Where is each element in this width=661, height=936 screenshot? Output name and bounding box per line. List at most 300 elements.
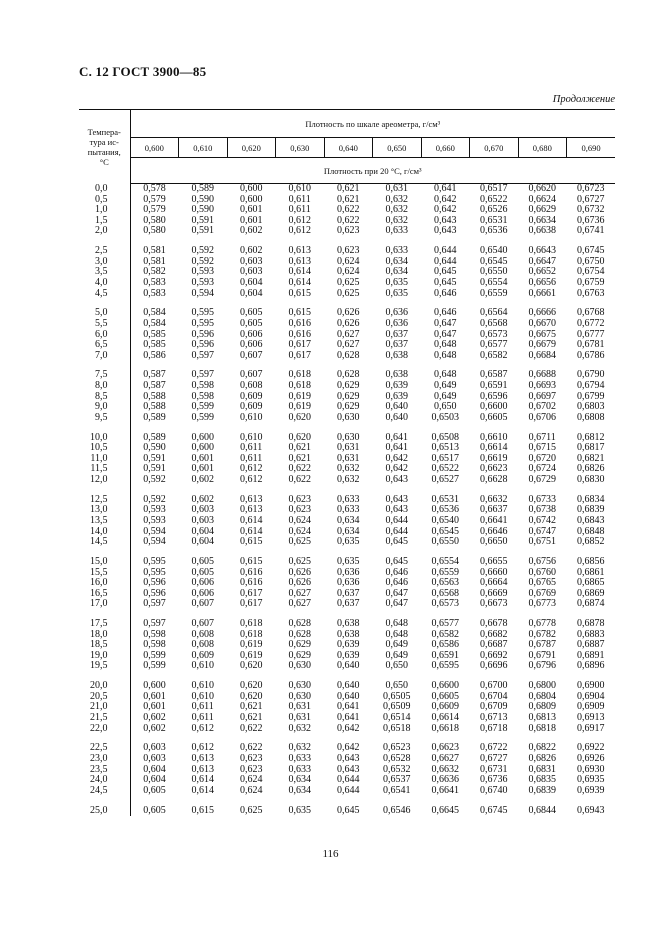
temperature-cell: 16,5 (79, 589, 130, 600)
density-cell: 0,6794 (577, 380, 605, 392)
continuation-label: Продолжение (552, 94, 615, 105)
density-cell: 0,6818 (528, 722, 556, 734)
density-cell: 0,6834 (577, 493, 605, 505)
density-cell: 0,6650 (480, 536, 508, 548)
density-cell: 0,634 (337, 525, 360, 537)
density-cell: 0,592 (143, 474, 166, 485)
density-cell: 0,6675 (528, 328, 556, 340)
density-cell: 0,600 (143, 680, 166, 692)
density-cell: 0,631 (385, 183, 408, 194)
density-cell: 0,603 (143, 742, 166, 754)
density-cell: 0,6614 (431, 712, 459, 724)
density-cell: 0,635 (385, 287, 408, 299)
scale-column-header: 0,620 (227, 138, 276, 158)
density-cell: 0,638 (337, 628, 360, 640)
density-cell: 0,587 (143, 380, 166, 392)
density-cell: 0,635 (337, 555, 360, 567)
density-cell: 0,608 (191, 628, 214, 640)
density-cell: 0,600 (191, 431, 214, 443)
density-cell: 0,642 (337, 742, 360, 754)
density-cell: 0,6545 (431, 525, 459, 537)
density-cell: 0,621 (240, 712, 263, 724)
density-cell: 0,583 (143, 276, 166, 288)
density-cell: 0,6777 (577, 328, 605, 340)
density-cell: 0,6545 (480, 255, 508, 267)
density-cell: 0,636 (337, 577, 360, 589)
density-cell: 0,600 (191, 442, 214, 454)
density-cell: 0,601 (191, 463, 214, 475)
density-cell: 0,605 (143, 784, 166, 796)
density-cell: 0,6688 (528, 369, 556, 381)
density-cell: 0,611 (240, 452, 263, 464)
density-cell: 0,612 (240, 463, 263, 475)
density-cell: 0,592 (191, 255, 214, 267)
density-cell: 0,6844 (528, 804, 556, 816)
density-cell: 0,6843 (577, 514, 605, 526)
density-cell: 0,606 (240, 339, 263, 351)
density-cell: 0,6540 (480, 245, 508, 257)
density-cell: 0,595 (143, 555, 166, 567)
density-cell: 0,632 (385, 214, 408, 226)
density-cell: 0,6591 (480, 380, 508, 392)
temperature-cell: 14,5 (79, 537, 130, 548)
temperature-cell: 3,5 (79, 267, 130, 278)
density-cell: 0,6522 (480, 193, 508, 205)
density-cell: 0,6869 (577, 587, 605, 599)
density-cell: 0,630 (288, 690, 311, 702)
density-cell: 0,631 (288, 712, 311, 724)
temperature-cell: 19,0 (79, 651, 130, 662)
density-cell: 0,614 (288, 276, 311, 288)
table-row (79, 319, 615, 330)
density-cell: 0,647 (385, 587, 408, 599)
density-cell: 0,632 (288, 742, 311, 754)
density-cell: 0,585 (143, 339, 166, 351)
table-row (79, 184, 615, 195)
density-cell: 0,6715 (528, 442, 556, 454)
density-cell: 0,601 (240, 214, 263, 226)
density-cell: 0,618 (288, 369, 311, 381)
density-cell: 0,6540 (431, 514, 459, 526)
density-cell: 0,641 (385, 442, 408, 454)
density-cell: 0,627 (337, 328, 360, 340)
density-cell: 0,620 (240, 660, 263, 672)
density-cell: 0,628 (337, 349, 360, 361)
temperature-cell: 8,5 (79, 392, 130, 403)
temperature-cell: 7,5 (79, 370, 130, 381)
density-cell: 0,6724 (528, 463, 556, 475)
density-cell: 0,611 (240, 442, 263, 454)
density-cell: 0,6702 (528, 401, 556, 413)
density-cell: 0,6713 (480, 712, 508, 724)
density-cell: 0,625 (240, 804, 263, 816)
density-cell: 0,650 (434, 401, 457, 413)
density-cell: 0,6514 (383, 712, 411, 724)
density-cell: 0,617 (288, 349, 311, 361)
density-cell: 0,644 (385, 525, 408, 537)
density-cell: 0,634 (337, 514, 360, 526)
density-cell: 0,6527 (431, 474, 459, 485)
density-cell: 0,585 (143, 328, 166, 340)
density-cell: 0,6623 (480, 463, 508, 475)
density-cell: 0,6917 (577, 722, 605, 734)
density-cell: 0,645 (385, 555, 408, 567)
density-cell: 0,642 (434, 204, 457, 216)
density-cell: 0,6706 (528, 411, 556, 423)
temperature-cell: 25,0 (79, 806, 130, 817)
hydrometer-scale-header: Плотность по шкале ареометра, г/см³ (130, 110, 615, 138)
density-cell: 0,646 (385, 566, 408, 578)
density-cell: 0,581 (143, 245, 166, 257)
density-cell: 0,619 (288, 390, 311, 402)
density-table (79, 109, 615, 816)
density-cell: 0,589 (191, 183, 214, 194)
temperature-cell: 0,5 (79, 195, 130, 206)
density-cell: 0,6559 (480, 287, 508, 299)
density-cell: 0,6614 (480, 442, 508, 454)
density-cell: 0,622 (288, 463, 311, 475)
density-cell: 0,617 (240, 598, 263, 610)
density-cell: 0,634 (288, 784, 311, 796)
density-cell: 0,6517 (431, 452, 459, 464)
temp-header-line: пытания, (87, 146, 121, 157)
density-cell: 0,612 (288, 214, 311, 226)
density-cell: 0,6769 (528, 587, 556, 599)
density-cell: 0,598 (191, 390, 214, 402)
density-cell: 0,6563 (431, 577, 459, 589)
density-cell: 0,6537 (383, 774, 411, 786)
density-cell: 0,610 (191, 680, 214, 692)
density-cell: 0,584 (143, 307, 166, 319)
density-cell: 0,615 (288, 307, 311, 319)
temperature-cell: 21,0 (79, 702, 130, 713)
density-cell: 0,6835 (528, 774, 556, 786)
temperature-cell: 13,0 (79, 505, 130, 516)
density-cell: 0,607 (191, 598, 214, 610)
density-cell: 0,6646 (480, 525, 508, 537)
density-cell: 0,6768 (577, 307, 605, 319)
temperature-cell: 16,0 (79, 578, 130, 589)
density-cell: 0,637 (337, 598, 360, 610)
density-cell: 0,6904 (577, 690, 605, 702)
temperature-cell: 23,0 (79, 754, 130, 765)
density-cell: 0,6727 (577, 193, 605, 205)
density-cell: 0,639 (385, 380, 408, 392)
density-cell: 0,615 (191, 804, 214, 816)
density-cell: 0,6745 (480, 804, 508, 816)
density-cell: 0,6661 (528, 287, 556, 299)
density-cell: 0,6620 (528, 183, 556, 194)
density-cell: 0,647 (434, 328, 457, 340)
density-cell: 0,601 (143, 690, 166, 702)
density-cell: 0,618 (288, 380, 311, 392)
scale-column-header: 0,600 (130, 138, 179, 158)
scale-column-header: 0,640 (324, 138, 373, 158)
density-cell: 0,615 (240, 536, 263, 548)
density-cell: 0,610 (240, 431, 263, 443)
density-cell: 0,613 (240, 504, 263, 516)
density-cell: 0,603 (191, 514, 214, 526)
density-cell: 0,6878 (577, 618, 605, 630)
density-cell: 0,611 (288, 193, 311, 205)
density-cell: 0,626 (288, 566, 311, 578)
density-cell: 0,6629 (528, 204, 556, 216)
density-cell: 0,6568 (480, 317, 508, 329)
density-cell: 0,6655 (480, 555, 508, 567)
density-cell: 0,6891 (577, 649, 605, 661)
density-cell: 0,646 (385, 577, 408, 589)
density-cell: 0,609 (240, 390, 263, 402)
density-cell: 0,594 (143, 525, 166, 537)
density-cell: 0,6546 (383, 804, 411, 816)
density-cell: 0,623 (288, 493, 311, 505)
density-cell: 0,6600 (431, 680, 459, 692)
table-row (79, 806, 615, 817)
density-cell: 0,6722 (480, 742, 508, 754)
density-cell: 0,644 (434, 255, 457, 267)
density-cell: 0,595 (143, 566, 166, 578)
density-cell: 0,596 (191, 328, 214, 340)
density-cell: 0,6684 (528, 349, 556, 361)
density-cell: 0,6852 (577, 536, 605, 548)
density-cell: 0,589 (143, 411, 166, 423)
density-cell: 0,623 (240, 763, 263, 775)
density-cell: 0,636 (385, 307, 408, 319)
density-cell: 0,6763 (577, 287, 605, 299)
density-cell: 0,6839 (577, 504, 605, 516)
density-cell: 0,580 (143, 214, 166, 226)
temperature-cell: 20,0 (79, 681, 130, 692)
density-cell: 0,6679 (528, 339, 556, 351)
density-cell: 0,6623 (431, 742, 459, 754)
density-cell: 0,605 (191, 555, 214, 567)
temperature-cell: 8,0 (79, 381, 130, 392)
density-cell: 0,6664 (480, 577, 508, 589)
density-cell: 0,629 (288, 649, 311, 661)
density-cell: 0,632 (337, 463, 360, 475)
density-cell: 0,6582 (480, 349, 508, 361)
density-cell: 0,6536 (480, 225, 508, 237)
density-cell: 0,617 (240, 587, 263, 599)
density-cell: 0,591 (143, 452, 166, 464)
density-cell: 0,645 (337, 804, 360, 816)
density-cell: 0,6729 (528, 474, 556, 485)
temperature-cell: 12,5 (79, 495, 130, 506)
density-cell: 0,6652 (528, 266, 556, 278)
temperature-cell: 24,5 (79, 786, 130, 797)
density-cell: 0,605 (191, 566, 214, 578)
density-cell: 0,592 (191, 245, 214, 257)
density-cell: 0,636 (337, 566, 360, 578)
density-cell: 0,612 (240, 474, 263, 485)
density-cell: 0,629 (337, 390, 360, 402)
density-cell: 0,643 (434, 225, 457, 237)
density-cell: 0,619 (240, 639, 263, 651)
density-cell: 0,642 (434, 193, 457, 205)
table-row (79, 599, 615, 610)
temperature-cell: 11,5 (79, 464, 130, 475)
density-cell: 0,624 (337, 255, 360, 267)
density-cell: 0,606 (191, 587, 214, 599)
table-row (79, 516, 615, 527)
density-cell: 0,633 (385, 245, 408, 257)
density-cell: 0,6656 (528, 276, 556, 288)
density-cell: 0,605 (240, 317, 263, 329)
density-cell: 0,598 (143, 628, 166, 640)
density-cell: 0,6632 (480, 493, 508, 505)
density-cell: 0,614 (240, 525, 263, 537)
density-cell: 0,589 (143, 431, 166, 443)
density-cell: 0,633 (337, 504, 360, 516)
density-cell: 0,608 (240, 380, 263, 392)
density-cell: 0,614 (240, 514, 263, 526)
density-cell: 0,6799 (577, 390, 605, 402)
density-cell: 0,642 (337, 722, 360, 734)
temperature-cell: 9,5 (79, 413, 130, 424)
density-cell: 0,6720 (528, 452, 556, 464)
density-cell: 0,6787 (528, 639, 556, 651)
table-row (79, 475, 615, 486)
density-cell: 0,591 (191, 214, 214, 226)
density-cell: 0,622 (240, 742, 263, 754)
density-cell: 0,620 (240, 690, 263, 702)
density-cell: 0,590 (143, 442, 166, 454)
density-cell: 0,633 (337, 493, 360, 505)
density-cell: 0,588 (143, 390, 166, 402)
density-cell: 0,6669 (480, 587, 508, 599)
density-cell: 0,605 (240, 307, 263, 319)
temperature-cell: 15,5 (79, 568, 130, 579)
density-cell: 0,627 (288, 598, 311, 610)
temperature-cell: 3,0 (79, 257, 130, 268)
density-cell: 0,640 (337, 680, 360, 692)
density-cell: 0,610 (191, 660, 214, 672)
density-cell: 0,599 (143, 660, 166, 672)
density-cell: 0,613 (240, 493, 263, 505)
density-cell: 0,632 (288, 722, 311, 734)
density-cell: 0,625 (288, 536, 311, 548)
density-cell: 0,590 (191, 204, 214, 216)
density-cell: 0,643 (434, 214, 457, 226)
density-cell: 0,6554 (431, 555, 459, 567)
density-cell: 0,609 (191, 649, 214, 661)
density-cell: 0,6591 (431, 649, 459, 661)
density-cell: 0,602 (240, 245, 263, 257)
density-cell: 0,601 (191, 452, 214, 464)
density-cell: 0,623 (337, 245, 360, 257)
density-cell: 0,6778 (528, 618, 556, 630)
density-cell: 0,6740 (480, 784, 508, 796)
density-cell: 0,593 (143, 514, 166, 526)
density-cell: 0,6696 (480, 660, 508, 672)
density-cell: 0,6678 (480, 618, 508, 630)
density-cell: 0,6790 (577, 369, 605, 381)
density-cell: 0,645 (385, 536, 408, 548)
density-cell: 0,6821 (577, 452, 605, 464)
density-cell: 0,6765 (528, 577, 556, 589)
density-cell: 0,599 (191, 401, 214, 413)
density-cell: 0,648 (434, 369, 457, 381)
density-cell: 0,6637 (480, 504, 508, 516)
density-cell: 0,643 (385, 504, 408, 516)
density-cell: 0,6848 (577, 525, 605, 537)
density-cell: 0,6865 (577, 577, 605, 589)
density-cell: 0,610 (240, 411, 263, 423)
density-cell: 0,6647 (528, 255, 556, 267)
table-row (79, 537, 615, 548)
density-cell: 0,6831 (528, 763, 556, 775)
density-cell: 0,6736 (577, 214, 605, 226)
density-cell: 0,6517 (480, 183, 508, 194)
density-cell: 0,6738 (528, 504, 556, 516)
density-cell: 0,645 (434, 266, 457, 278)
density-cell: 0,649 (385, 649, 408, 661)
density-cell: 0,643 (337, 763, 360, 775)
density-cell: 0,6913 (577, 712, 605, 724)
scale-column-header: 0,660 (421, 138, 470, 158)
density-cell: 0,631 (337, 442, 360, 454)
density-cell: 0,6791 (528, 649, 556, 661)
density-cell: 0,6595 (431, 660, 459, 672)
density-cell: 0,614 (191, 784, 214, 796)
page-number: 116 (322, 848, 339, 860)
density-cell: 0,6742 (528, 514, 556, 526)
density-cell: 0,6554 (480, 276, 508, 288)
temperature-cell: 20,5 (79, 692, 130, 703)
density-cell: 0,6577 (431, 618, 459, 630)
density-cell: 0,6922 (577, 742, 605, 754)
density-cell: 0,6883 (577, 628, 605, 640)
temperature-cell: 10,5 (79, 443, 130, 454)
density-cell: 0,6796 (528, 660, 556, 672)
density-cell: 0,637 (385, 328, 408, 340)
page-header: С. 12 ГОСТ 3900—85 (79, 64, 207, 79)
density-cell: 0,6531 (431, 493, 459, 505)
density-cell: 0,603 (240, 266, 263, 278)
temperature-cell: 2,5 (79, 246, 130, 257)
density-cell: 0,6505 (383, 690, 411, 702)
density-cell: 0,6618 (431, 722, 459, 734)
density-cell: 0,649 (434, 380, 457, 392)
density-cell: 0,6550 (431, 536, 459, 548)
density-cell: 0,594 (143, 536, 166, 548)
density-cell: 0,604 (191, 536, 214, 548)
density-cell: 0,578 (143, 183, 166, 194)
density-cell: 0,6747 (528, 525, 556, 537)
density-cell: 0,620 (240, 680, 263, 692)
density-cell: 0,611 (191, 701, 214, 713)
density-cell: 0,6670 (528, 317, 556, 329)
density-cell: 0,6528 (383, 753, 411, 764)
density-cell: 0,6741 (577, 225, 605, 237)
density-cell: 0,606 (240, 328, 263, 340)
density-cell: 0,6638 (528, 225, 556, 237)
density-cell: 0,596 (143, 587, 166, 599)
density-cell: 0,604 (143, 763, 166, 775)
density-cell: 0,602 (191, 493, 214, 505)
table-row (79, 661, 615, 672)
density-cell: 0,632 (385, 204, 408, 216)
density-cell: 0,6754 (577, 266, 605, 278)
density-cell: 0,621 (337, 183, 360, 194)
table-row (79, 289, 615, 300)
density-cell: 0,639 (337, 649, 360, 661)
temperature-cell: 15,0 (79, 557, 130, 568)
density-cell: 0,580 (143, 225, 166, 237)
density-cell: 0,604 (240, 276, 263, 288)
density-cell: 0,615 (288, 287, 311, 299)
density-cell: 0,6756 (528, 555, 556, 567)
